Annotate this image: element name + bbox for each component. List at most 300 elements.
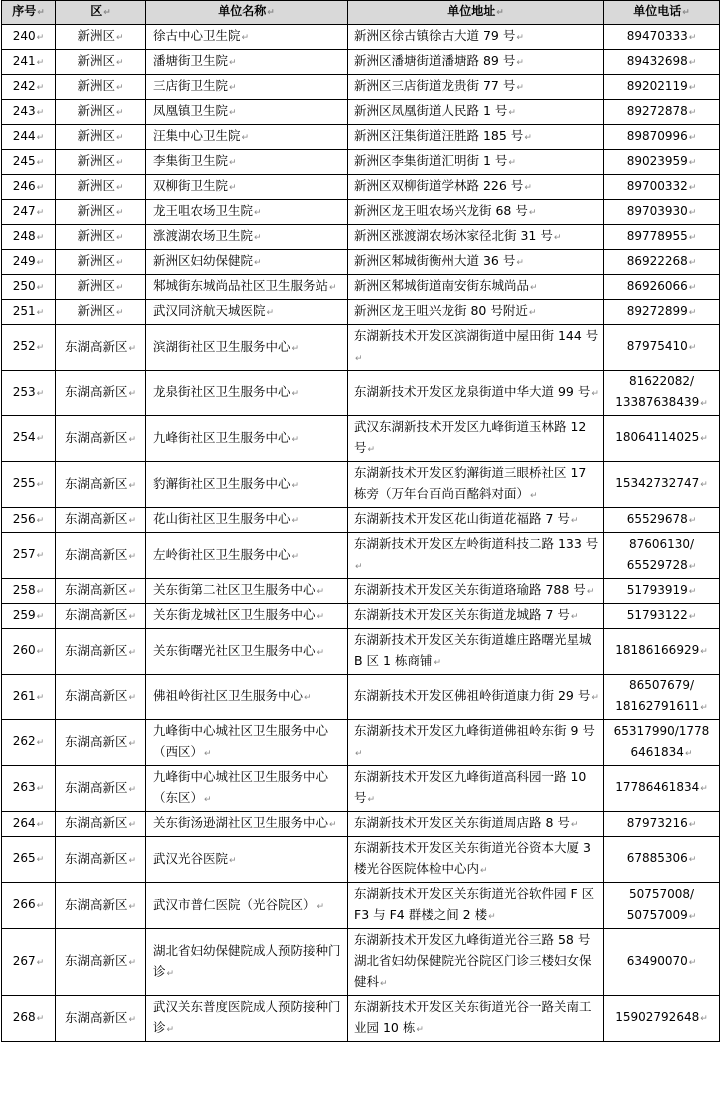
row-unit-name: 关东街汤逊湖社区卫生服务中心 [153, 815, 329, 830]
row-district: 新洲区 [77, 278, 115, 293]
row-phone-cell [604, 629, 720, 675]
row-unit-name-cell [146, 275, 348, 300]
row-unit-name: 邾城街东城尚品社区卫生服务站 [153, 278, 329, 293]
table-row [2, 250, 720, 275]
row-unit-name-cell [146, 175, 348, 200]
table-body [2, 25, 720, 1042]
table-row [2, 996, 720, 1042]
row-number: 240 [12, 28, 36, 43]
row-address-cell [348, 275, 604, 300]
row-district: 新洲区 [77, 178, 115, 193]
row-district: 东湖高新区 [64, 688, 128, 703]
paragraph-mark: ↵ [229, 158, 237, 168]
paragraph-mark: ↵ [128, 1014, 137, 1025]
paragraph-mark: ↵ [591, 693, 599, 703]
paragraph-mark: ↵ [700, 480, 708, 490]
row-address: 新洲区李集街道汇明街 1 号 [354, 153, 508, 168]
row-number-cell [2, 75, 56, 100]
paragraph-mark: ↵ [700, 784, 708, 794]
row-district-cell [56, 720, 146, 766]
row-unit-name-cell [146, 125, 348, 150]
row-address: 武汉东湖新技术开发区九峰街道玉林路 12 号 [354, 419, 587, 455]
row-phone: 89272878 [626, 103, 688, 118]
header-num [2, 1, 56, 25]
row-number-cell [2, 837, 56, 883]
row-address: 东湖新技术开发区滨湖街道中屋田街 144 号 [354, 328, 599, 343]
row-number: 253 [12, 384, 36, 399]
paragraph-mark: ↵ [36, 32, 45, 43]
row-district-cell [56, 629, 146, 675]
paragraph-mark: ↵ [586, 587, 595, 597]
row-unit-name: 龙泉街社区卫生服务中心 [153, 384, 291, 399]
row-district: 东湖高新区 [64, 815, 128, 830]
paragraph-mark: ↵ [688, 855, 697, 865]
table-row [2, 50, 720, 75]
paragraph-mark: ↵ [316, 612, 325, 622]
row-district-cell [56, 50, 146, 75]
row-number: 249 [12, 253, 36, 268]
row-phone: 89023959 [626, 153, 688, 168]
row-unit-name: 佛祖岭街社区卫生服务中心 [153, 688, 304, 703]
paragraph-mark: ↵ [36, 611, 45, 622]
paragraph-mark: ↵ [267, 8, 275, 18]
table-row [2, 929, 720, 996]
row-unit-name: 滨湖街社区卫生服务中心 [153, 338, 291, 354]
row-unit-name-cell [146, 929, 348, 996]
paragraph-mark: ↵ [36, 107, 45, 118]
row-number: 246 [12, 178, 36, 193]
paragraph-mark: ↵ [688, 157, 697, 168]
paragraph-mark: ↵ [254, 208, 262, 218]
paragraph-mark: ↵ [688, 82, 697, 93]
row-district-cell [56, 604, 146, 629]
row-address: 东湖新技术开发区豹澥街道三眼桥社区 17 栋旁（万年台百尚百酩斜对面） [354, 465, 587, 501]
row-number-cell [2, 996, 56, 1042]
row-address-cell [348, 996, 604, 1042]
row-phone-cell [604, 200, 720, 225]
row-unit-name-cell [146, 25, 348, 50]
row-unit-name-cell [146, 508, 348, 533]
paragraph-mark: ↵ [329, 820, 337, 830]
row-unit-name: 武汉关东普度医院成人预防接种门诊 [153, 999, 341, 1035]
table-row [2, 508, 720, 533]
row-number-cell [2, 275, 56, 300]
row-address-cell [348, 75, 604, 100]
row-number-cell [2, 175, 56, 200]
row-district: 东湖高新区 [64, 607, 128, 622]
paragraph-mark: ↵ [128, 612, 137, 622]
paragraph-mark: ↵ [367, 445, 376, 455]
row-district-cell [56, 508, 146, 533]
row-unit-name-cell [146, 837, 348, 883]
paragraph-mark: ↵ [229, 183, 237, 193]
row-phone: 89432698 [626, 53, 688, 68]
paragraph-mark: ↵ [36, 157, 45, 168]
header-phone-label: 单位电话 [633, 4, 682, 18]
row-number-cell [2, 300, 56, 325]
row-number: 262 [12, 734, 36, 748]
paragraph-mark: ↵ [115, 283, 124, 293]
row-address: 新洲区双柳街道学林路 226 号 [354, 178, 524, 193]
paragraph-mark: ↵ [36, 480, 45, 490]
paragraph-mark: ↵ [36, 388, 45, 399]
paragraph-mark: ↵ [291, 343, 300, 354]
row-number: 251 [12, 303, 36, 318]
paragraph-mark: ↵ [103, 8, 111, 18]
paragraph-mark: ↵ [36, 232, 45, 243]
paragraph-mark: ↵ [688, 343, 697, 353]
row-address: 东湖新技术开发区关东街道光谷资本大厦 3 楼光谷医院体检中心内 [354, 840, 591, 876]
row-phone: 81622082/ 13387638439 [615, 374, 700, 409]
row-unit-name: 三店街卫生院 [153, 78, 229, 93]
row-district-cell [56, 837, 146, 883]
paragraph-mark: ↵ [591, 389, 599, 399]
row-phone-cell [604, 604, 720, 629]
row-phone-cell [604, 462, 720, 508]
row-address: 东湖新技术开发区佛祖岭街道康力街 29 号 [354, 688, 591, 703]
row-address-cell [348, 25, 604, 50]
row-phone: 86922268 [626, 253, 688, 268]
row-unit-name: 潘塘街卫生院 [153, 53, 229, 68]
row-address-cell [348, 629, 604, 675]
paragraph-mark: ↵ [291, 389, 300, 399]
paragraph-mark: ↵ [700, 647, 708, 657]
row-number: 252 [12, 339, 36, 353]
paragraph-mark: ↵ [128, 480, 137, 491]
paragraph-mark: ↵ [115, 58, 124, 68]
paragraph-mark: ↵ [36, 647, 45, 657]
row-address-cell [348, 125, 604, 150]
row-address-cell [348, 766, 604, 812]
paragraph-mark: ↵ [570, 516, 579, 526]
row-phone-cell [604, 75, 720, 100]
paragraph-mark: ↵ [204, 795, 212, 805]
row-district: 东湖高新区 [64, 511, 128, 526]
row-district: 新洲区 [77, 53, 115, 68]
row-address: 东湖新技术开发区龙泉街道中华大道 99 号 [354, 384, 591, 399]
row-district: 东湖高新区 [64, 850, 128, 866]
row-phone-cell [604, 125, 720, 150]
row-district-cell [56, 462, 146, 508]
row-district: 东湖高新区 [64, 582, 128, 597]
paragraph-mark: ↵ [115, 258, 124, 268]
paragraph-mark: ↵ [688, 257, 697, 268]
paragraph-mark: ↵ [688, 32, 697, 43]
row-district: 东湖高新区 [64, 642, 128, 658]
row-number-cell [2, 883, 56, 929]
row-district-cell [56, 579, 146, 604]
row-unit-name-cell [146, 604, 348, 629]
paragraph-mark: ↵ [166, 1025, 175, 1035]
row-address-cell [348, 225, 604, 250]
row-unit-name: 双柳街卫生院 [153, 178, 229, 193]
table-row [2, 533, 720, 579]
row-number: 261 [12, 688, 36, 703]
paragraph-mark: ↵ [36, 57, 45, 68]
table-row [2, 125, 720, 150]
row-number: 266 [12, 897, 36, 911]
row-address: 东湖新技术开发区关东街道周店路 8 号 [354, 815, 570, 830]
paragraph-mark: ↵ [115, 208, 124, 218]
row-district: 新洲区 [77, 303, 115, 318]
paragraph-mark: ↵ [36, 738, 45, 748]
row-unit-name-cell [146, 812, 348, 837]
row-address: 新洲区涨渡湖农场沐家径北街 31 号 [354, 228, 553, 243]
table-header [2, 1, 720, 25]
paragraph-mark: ↵ [229, 83, 237, 93]
row-address: 东湖新技术开发区关东街道龙城路 7 号 [354, 607, 570, 622]
row-number: 241 [12, 53, 36, 68]
row-number: 250 [12, 278, 36, 293]
paragraph-mark: ↵ [115, 158, 124, 168]
row-number: 258 [12, 582, 36, 597]
row-unit-name-cell [146, 416, 348, 462]
row-district: 新洲区 [77, 203, 115, 218]
table-row [2, 720, 720, 766]
row-district: 新洲区 [77, 103, 115, 118]
row-phone-cell [604, 275, 720, 300]
clinic-table [1, 0, 720, 1042]
row-district-cell [56, 533, 146, 579]
paragraph-mark: ↵ [128, 389, 137, 399]
paragraph-mark: ↵ [254, 258, 262, 268]
paragraph-mark: ↵ [115, 83, 124, 93]
row-phone-cell [604, 416, 720, 462]
paragraph-mark: ↵ [128, 901, 137, 912]
paragraph-mark: ↵ [700, 1014, 708, 1024]
table-row [2, 75, 720, 100]
row-number: 256 [12, 511, 36, 526]
row-district: 新洲区 [77, 28, 115, 43]
paragraph-mark: ↵ [128, 587, 137, 597]
row-district-cell [56, 175, 146, 200]
row-phone-cell [604, 837, 720, 883]
row-unit-name-cell [146, 325, 348, 371]
paragraph-mark: ↵ [496, 8, 504, 18]
row-district-cell [56, 150, 146, 175]
row-phone-cell [604, 929, 720, 996]
paragraph-mark: ↵ [115, 133, 124, 143]
row-phone-cell [604, 50, 720, 75]
row-unit-name: 新洲区妇幼保健院 [153, 253, 254, 268]
row-address: 新洲区潘塘街道潘塘路 89 号 [354, 53, 516, 68]
paragraph-mark: ↵ [128, 693, 137, 703]
paragraph-mark: ↵ [36, 257, 45, 268]
table-row [2, 200, 720, 225]
row-district: 新洲区 [77, 153, 115, 168]
paragraph-mark: ↵ [229, 855, 237, 866]
row-phone-cell [604, 720, 720, 766]
row-district-cell [56, 75, 146, 100]
table-row [2, 175, 720, 200]
paragraph-mark: ↵ [36, 515, 45, 526]
row-number-cell [2, 50, 56, 75]
row-number-cell [2, 766, 56, 812]
paragraph-mark: ↵ [688, 282, 697, 293]
row-phone: 89272899 [626, 303, 688, 318]
row-number: 259 [12, 607, 36, 622]
row-address: 东湖新技术开发区九峰街道光谷三路 58 号湖北省妇幼保健院光谷院区门诊三楼妇女保健科 [354, 932, 592, 989]
paragraph-mark: ↵ [128, 516, 137, 526]
table-row [2, 629, 720, 675]
row-address: 新洲区龙王咀兴龙街 80 号附近 [354, 303, 528, 318]
header-address [348, 1, 604, 25]
row-phone-cell [604, 250, 720, 275]
row-unit-name: 关东街曙光社区卫生服务中心 [153, 642, 316, 658]
row-address-cell [348, 325, 604, 371]
paragraph-mark: ↵ [688, 182, 697, 193]
row-district-cell [56, 25, 146, 50]
paragraph-mark: ↵ [688, 611, 697, 622]
paragraph-mark: ↵ [241, 33, 250, 43]
row-address: 东湖新技术开发区花山街道花福路 7 号 [354, 511, 570, 526]
row-phone-cell [604, 150, 720, 175]
row-unit-name: 武汉光谷医院 [153, 850, 229, 866]
row-phone: 18064114025 [615, 430, 700, 444]
row-unit-name: 凤凰镇卫生院 [153, 103, 229, 118]
row-address-cell [348, 533, 604, 579]
row-address: 新洲区凤凰街道人民路 1 号 [354, 103, 508, 118]
table-row [2, 325, 720, 371]
row-number: 265 [12, 851, 36, 865]
row-district: 东湖高新区 [64, 546, 128, 562]
paragraph-mark: ↵ [367, 795, 376, 805]
row-number-cell [2, 125, 56, 150]
paragraph-mark: ↵ [553, 233, 562, 243]
paragraph-mark: ↵ [115, 233, 124, 243]
paragraph-mark: ↵ [355, 354, 363, 364]
row-unit-name: 李集街卫生院 [153, 153, 229, 168]
row-district: 东湖高新区 [64, 429, 128, 445]
paragraph-mark: ↵ [36, 132, 45, 143]
header-district [56, 1, 146, 25]
row-unit-name-cell [146, 300, 348, 325]
table-row [2, 371, 720, 416]
row-address-cell [348, 371, 604, 416]
row-number: 242 [12, 78, 36, 93]
row-address: 新洲区龙王咀农场兴龙街 68 号 [354, 203, 528, 218]
header-name [146, 1, 348, 25]
row-phone-cell [604, 579, 720, 604]
table-row [2, 579, 720, 604]
row-phone: 89703930 [626, 203, 688, 218]
paragraph-mark: ↵ [115, 183, 124, 193]
row-phone: 89778955 [626, 228, 688, 243]
row-unit-name: 豹澥街社区卫生服务中心 [153, 475, 291, 491]
paragraph-mark: ↵ [688, 515, 697, 526]
row-number: 268 [12, 1010, 36, 1024]
row-address-cell [348, 250, 604, 275]
row-phone: 89470333 [626, 28, 688, 43]
paragraph-mark: ↵ [570, 820, 579, 830]
row-unit-name: 花山街社区卫生服务中心 [153, 511, 291, 526]
paragraph-mark: ↵ [304, 693, 312, 703]
paragraph-mark: ↵ [380, 979, 388, 989]
paragraph-mark: ↵ [316, 647, 325, 658]
row-phone-cell [604, 100, 720, 125]
paragraph-mark: ↵ [128, 647, 137, 658]
table-row [2, 766, 720, 812]
paragraph-mark: ↵ [36, 586, 45, 597]
row-phone: 89870996 [626, 128, 688, 143]
row-phone: 15902792648 [615, 1010, 700, 1024]
paragraph-mark: ↵ [516, 33, 524, 43]
paragraph-mark: ↵ [528, 308, 537, 318]
row-address-cell [348, 200, 604, 225]
row-address-cell [348, 508, 604, 533]
paragraph-mark: ↵ [291, 516, 300, 526]
row-phone-cell [604, 883, 720, 929]
row-unit-name: 涨渡湖农场卫生院 [153, 228, 254, 243]
row-number: 247 [12, 203, 36, 218]
paragraph-mark: ↵ [254, 233, 262, 243]
header-phone [604, 1, 720, 25]
row-number: 254 [12, 430, 36, 444]
row-phone-cell [604, 175, 720, 200]
row-address-cell [348, 300, 604, 325]
paragraph-mark: ↵ [128, 958, 137, 968]
row-unit-name: 汪集中心卫生院 [153, 128, 241, 143]
row-unit-name-cell [146, 371, 348, 416]
row-unit-name: 左岭街社区卫生服务中心 [153, 546, 291, 562]
row-number-cell [2, 325, 56, 371]
paragraph-mark: ↵ [229, 108, 237, 118]
paragraph-mark: ↵ [115, 33, 124, 43]
row-phone: 89202119 [626, 78, 688, 93]
table-row [2, 225, 720, 250]
paragraph-mark: ↵ [433, 658, 441, 668]
row-district: 东湖高新区 [64, 953, 128, 968]
row-number-cell [2, 416, 56, 462]
row-unit-name-cell [146, 75, 348, 100]
row-address: 东湖新技术开发区关东街道光谷软件园 F 区 F3 与 F4 群楼之间 2 楼 [354, 886, 595, 922]
row-address-cell [348, 675, 604, 720]
paragraph-mark: ↵ [516, 83, 524, 93]
header-name-label: 单位名称 [218, 4, 267, 18]
row-address: 东湖新技术开发区关东街道珞瑜路 788 号 [354, 582, 586, 597]
paragraph-mark: ↵ [528, 208, 537, 218]
paragraph-mark: ↵ [204, 749, 212, 759]
paragraph-mark: ↵ [688, 586, 697, 597]
paragraph-mark: ↵ [688, 107, 697, 118]
paragraph-mark: ↵ [36, 343, 45, 353]
row-phone-cell [604, 508, 720, 533]
paragraph-mark: ↵ [36, 692, 45, 703]
row-district-cell [56, 125, 146, 150]
paragraph-mark: ↵ [36, 1014, 45, 1024]
row-unit-name-cell [146, 200, 348, 225]
row-address: 东湖新技术开发区关东街道光谷一路关南工业园 10 栋 [354, 999, 592, 1035]
row-district: 东湖高新区 [64, 338, 128, 354]
row-district-cell [56, 996, 146, 1042]
row-number-cell [2, 720, 56, 766]
row-address-cell [348, 812, 604, 837]
row-phone-cell [604, 225, 720, 250]
row-district: 东湖高新区 [64, 384, 128, 399]
paragraph-mark: ↵ [36, 551, 45, 561]
row-phone: 51793919 [626, 582, 688, 597]
header-row [2, 1, 720, 25]
header-district-label: 区 [90, 4, 103, 18]
row-address-cell [348, 883, 604, 929]
row-unit-name-cell [146, 883, 348, 929]
paragraph-mark: ↵ [36, 307, 45, 318]
row-number-cell [2, 579, 56, 604]
row-number-cell [2, 675, 56, 720]
paragraph-mark: ↵ [530, 491, 538, 501]
table-row [2, 604, 720, 629]
paragraph-mark: ↵ [115, 108, 124, 118]
